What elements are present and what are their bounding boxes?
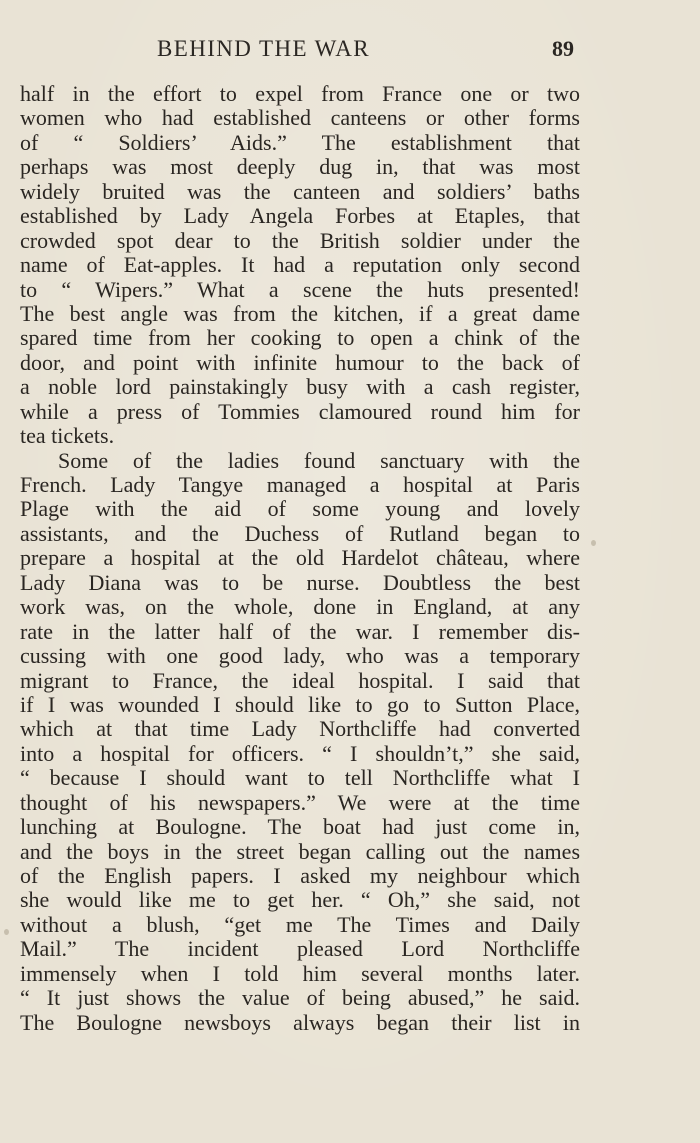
paragraph-start-line: Some of the ladies found sanctuary with the [58,447,580,473]
text-line: Mail.” The incident pleased Lord Northcliffe [20,936,580,962]
text-line: prepare a hospital at the old Hardelot château, where [20,545,580,571]
text-line: of “ Soldiers’ Aids.” The establishment that [20,129,580,155]
body-text [20,82,580,1035]
text-line: perhaps was most deeply dug in, that was most [20,154,580,180]
text-line: immensely when I told him several months later. [20,960,580,986]
text-line: thought of his newspapers.” We were at the time [20,789,580,815]
text-line: while a press of Tommies clamoured round him for [20,398,580,424]
text-line: which at that time Lady Northcliffe had converted [20,716,580,742]
text-line: spared time from her cooking to open a chink of the [20,325,580,351]
text-line: and the boys in the street began calling out the names [20,838,580,864]
text-line: French. Lady Tangye managed a hospital at Paris [20,472,580,497]
text-line: Plage with the aid of some young and lovely [20,496,580,522]
text-line: Lady Diana was to be nurse. Doubtless the best [20,569,580,595]
text-line: “ because I should want to tell Northcliffe what I [20,765,580,791]
page-number: 89 [552,36,574,61]
text-line: door, and point with infinite humour to the back of [20,349,580,375]
text-line: assistants, and the Duchess of Rutland began to [20,520,580,546]
text-line: crowded spot dear to the British soldier under the [20,227,580,253]
page-header [0,36,700,64]
text-line: to “ Wipers.” What a scene the huts presented! [20,276,580,302]
text-line: rate in the latter half of the war. I remember dis- [20,618,580,644]
paper-speck [591,540,596,546]
text-line: half in the effort to expel from France one or two [20,81,580,106]
text-line: name of Eat-apples. It had a reputation only second [20,252,580,278]
paragraph-end-line: tea tickets. [20,423,115,449]
text-line: widely bruited was the canteen and soldiers’ baths [20,178,580,204]
text-line: migrant to France, the ideal hospital. I said that [20,667,580,693]
text-line: cussing with one good lady, who was a temporary [20,643,580,669]
text-line: “ It just shows the value of being abused,” he said. [20,985,580,1011]
text-line: a noble lord painstakingly busy with a cash register, [20,374,580,400]
text-line: work was, on the whole, done in England, at any [20,594,580,620]
text-line: established by Lady Angela Forbes at Etaples, that [20,203,580,229]
text-line: without a blush, “get me The Times and Daily [20,911,580,937]
text-line: lunching at Boulogne. The boat had just come in, [20,814,580,840]
text-line: if I was wounded I should like to go to Sutton Place, [20,691,580,717]
text-line: of the English papers. I asked my neighbour which [20,863,580,888]
text-line: The best angle was from the kitchen, if a great dame [20,300,580,326]
text-line: into a hospital for officers. “ I shouldn’t,” she said, [20,740,580,766]
text-line: she would like me to get her. “ Oh,” she said, not [20,887,580,913]
text-line: The Boulogne newsboys always began their list in [20,1009,580,1035]
running-title: BEHIND THE WAR [157,36,370,61]
paper-speck [4,929,9,935]
text-line: women who had established canteens or other forms [20,105,580,131]
